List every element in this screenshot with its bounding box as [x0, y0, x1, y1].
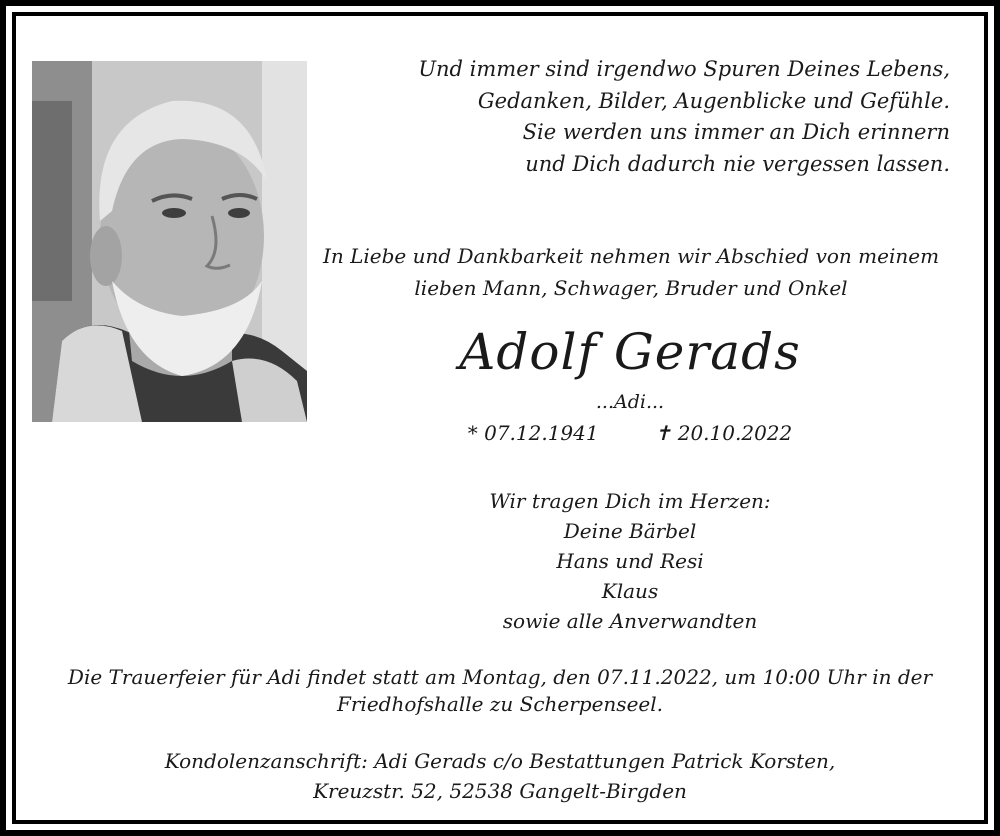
portrait-photo-illustration	[32, 61, 307, 422]
mourners-line: sowie alle Anverwandten	[502, 609, 758, 633]
intro-line: In Liebe und Dankbarkeit nehmen wir Abschied von meinem	[322, 244, 940, 268]
mourners-line: Klaus	[601, 579, 659, 603]
deceased-nickname: ...Adi...	[595, 391, 665, 413]
deceased-name: Adolf Gerads	[459, 323, 801, 381]
obituary-card	[16, 16, 984, 820]
portrait-photo	[32, 61, 307, 422]
farewell-intro	[301, 240, 961, 304]
poem-line: und Dich dadurch nie vergessen lassen.	[525, 151, 950, 176]
intro-line: lieben Mann, Schwager, Bruder und Onkel	[414, 276, 848, 300]
ceremony-line: Friedhofshalle zu Scherpenseel.	[336, 692, 663, 716]
life-dates	[340, 419, 920, 447]
mourners-line: Wir tragen Dich im Herzen:	[489, 489, 771, 513]
ceremony-line: Die Trauerfeier für Adi findet statt am Montag, den 07.11.2022, um 10:00 Uhr in der	[67, 665, 933, 689]
mourners-line: Deine Bärbel	[563, 519, 697, 543]
address-line: Kreuzstr. 52, 52538 Gangelt-Birgden	[313, 779, 687, 803]
address-line: Kondolenzanschrift: Adi Gerads c/o Bestattungen Patrick Korsten,	[164, 749, 836, 773]
ceremony-notice	[26, 664, 974, 718]
death-date: ✝ 20.10.2022	[654, 421, 793, 445]
mourners-line: Hans und Resi	[556, 549, 704, 573]
poem	[390, 54, 950, 180]
mourners-list	[340, 486, 920, 636]
condolence-address	[26, 746, 974, 806]
birth-date: * 07.12.1941	[467, 421, 599, 445]
poem-line: Sie werden uns immer an Dich erinnern	[522, 120, 950, 144]
poem-line: Und immer sind irgendwo Spuren Deines Lebens,	[418, 57, 950, 81]
poem-line: Gedanken, Bilder, Augenblicke und Gefühle.	[477, 88, 950, 113]
